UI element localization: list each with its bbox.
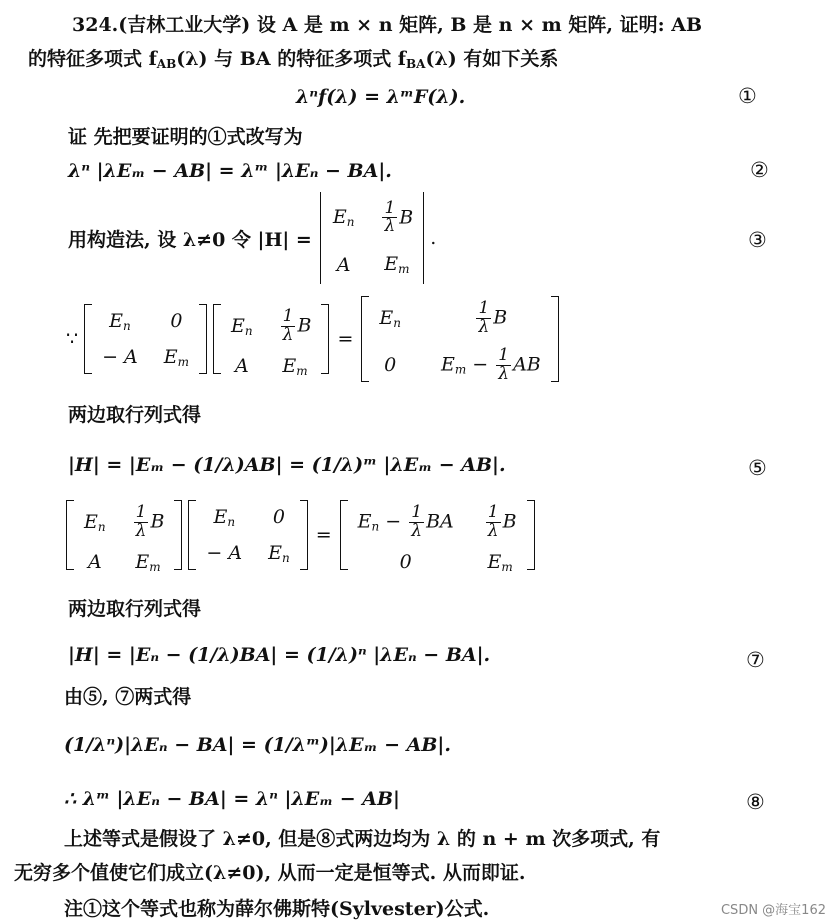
matrix-h-2: $E_n$ $\frac{1}{\lambda}$ B A $E_m$ [66, 500, 182, 570]
statement-part-3: (λ) 有如下关系 [425, 48, 559, 70]
label-2: ② [750, 158, 769, 182]
equation-2: λⁿ |λEₘ − AB| = λᵐ |λEₙ − BA|. [68, 160, 392, 182]
statement-part-1: 的特征多项式 f [28, 48, 157, 70]
proof-intro: 证 先把要证明的①式改写为 [68, 126, 303, 148]
matrix-lower-1: $E_n$ 0 − A $E_m$ [84, 304, 207, 374]
equation-5: |H| = |Eₘ − (1/λ)AB| = (1/λ)ᵐ |λEₘ − AB|. [68, 454, 506, 476]
from-5-7: 由⑤, ⑦两式得 [64, 686, 192, 708]
note: 注①这个等式也称为薛尔佛斯特(Sylvester)公式. [64, 898, 490, 920]
matrix-result-2: $E_n$ − $\frac{1}{\lambda}$ BA $\frac{1}{\lambda}$ B 0 $E_m$ [340, 500, 535, 570]
problem-statement [28, 44, 558, 71]
matrix-lower-2: $E_n$ 0 − A $E_n$ [188, 500, 307, 570]
label-5: ⑤ [748, 456, 767, 480]
equation-7: |H| = |Eₙ − (1/λ)BA| = (1/λ)ⁿ |λEₙ − BA|. [68, 644, 491, 666]
equation-1: λⁿf(λ) = λᵐF(λ). [296, 86, 466, 108]
label-3: ③ [748, 228, 767, 252]
equation-combined: (1/λⁿ)|λEₙ − BA| = (1/λᵐ)|λEₘ − AB|. [64, 734, 451, 756]
both-sides-text-2: 两边取行列式得 [68, 598, 202, 620]
equation-3: 用构造法, 设 λ≠0 令 |H| = $E_n$ $\frac{1}{\lambda}$ B A $E_m$ . [68, 192, 436, 284]
subscript-ab: AB [156, 57, 177, 71]
matrix-result-1: $E_n$ $\frac{1}{\lambda}$ B 0 $E_m$ − $\frac{1}{\lambda}$ AB [361, 296, 558, 382]
equation-8: ∴ λᵐ |λEₙ − BA| = λⁿ |λEₘ − AB| [64, 788, 400, 810]
problem-header: 324.(吉林工业大学) 设 A 是 m × n 矩阵, B 是 n × m 矩阵, 证明: AB [72, 14, 702, 36]
matrix-product-2: $E_n$ $\frac{1}{\lambda}$ B A $E_m$ $E_n$ 0 − A $E_n$ = $E_n$ − $\frac{1}{\lambda}$ BA $\frac{1}{\lambda}$ B 0 $E_m$ [66, 500, 535, 570]
label-8: ⑧ [746, 790, 765, 814]
det-h: $E_n$ $\frac{1}{\lambda}$ B A $E_m$ [320, 192, 426, 284]
label-1: ① [738, 84, 757, 108]
label-7: ⑦ [746, 648, 765, 672]
subscript-ba: BA [406, 57, 426, 71]
both-sides-text-1: 两边取行列式得 [68, 404, 202, 426]
conclusion-line-1: 上述等式是假设了 λ≠0, 但是⑧式两边均为 λ 的 n + m 次多项式, 有 [64, 828, 661, 850]
conclusion-line-2: 无穷多个值使它们成立(λ≠0), 从而一定是恒等式. 从而即证. [14, 862, 526, 884]
watermark: CSDN @海宝162 [720, 903, 826, 918]
matrix-h-1: $E_n$ $\frac{1}{\lambda}$ B A $E_m$ [213, 304, 329, 374]
since-symbol: ∵ [66, 328, 79, 350]
construct-text: 用构造法, 设 λ≠0 令 |H| = [68, 228, 312, 251]
matrix-product-1: ∵ $E_n$ 0 − A $E_m$ $E_n$ $\frac{1}{\lambda}$ B A $E_m$ = $E_n$ $\frac{1}{\lambda}$ B 0 $E_m$ − $\frac{1}{\lambda}$ AB [66, 296, 559, 382]
statement-part-2: (λ) 与 BA 的特征多项式 f [176, 48, 406, 70]
